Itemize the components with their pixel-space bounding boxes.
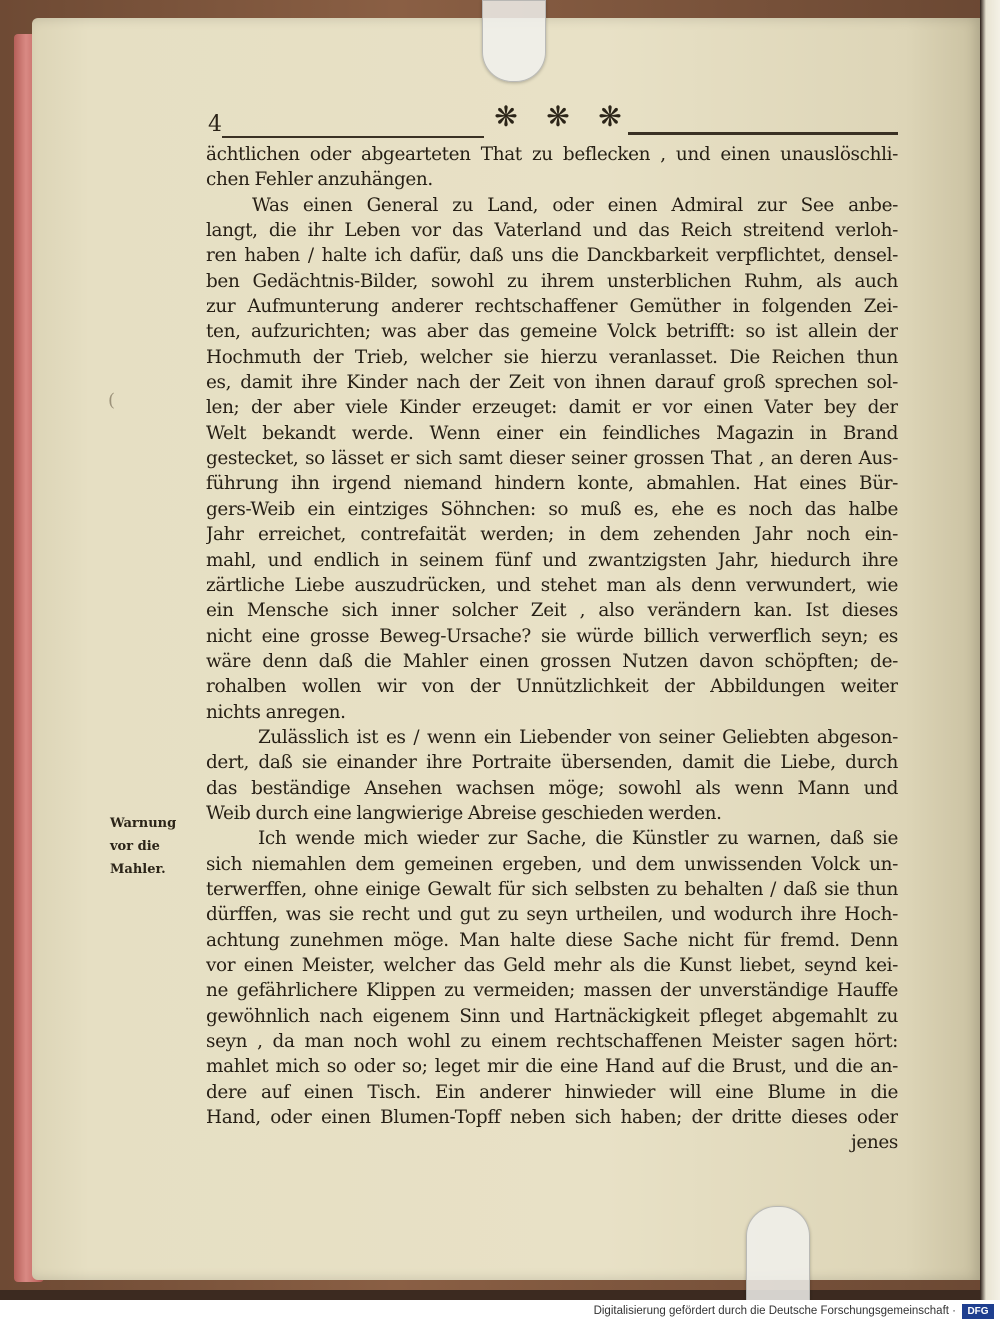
text-line: rohalben wollen wir von der Unnützlichkeit der Abbildungen weiter [206, 676, 898, 698]
text-line: zärtliche Liebe auszudrücken, und stehet man als denn verwundert, wie [206, 574, 898, 596]
body-text [206, 142, 898, 1156]
text-line: Ich wende mich wieder zur Sache, die Künstler zu warnen, daß sie [258, 828, 898, 850]
top-page-clip [482, 0, 546, 82]
ornament-icon: ❋ [598, 100, 622, 133]
text-line: ten, aufzurichten; was aber das gemeine Volck betrifft: so ist allein der [206, 321, 898, 343]
header-rule-right [628, 132, 898, 135]
header-ornaments [488, 100, 628, 133]
text-line: führung ihn irgend niemand hindern konte, abmahlen. Hat eines Bür- [206, 473, 898, 495]
text-line: ren haben / halte ich dafür, daß uns die Danckbarkeit verpflichtet, densel- [206, 245, 898, 267]
text-line: gers-Weib ein eintziges Söhnchen: so muß es, ehe es noch das halbe [206, 498, 898, 520]
text-line: dere auf einen Tisch. Ein anderer hinwieder will eine Blume in die [206, 1081, 898, 1103]
text-line: vor einen Meister, welcher das Geld mehr als die Kunst liebet, seynd kei- [206, 955, 898, 976]
text-line: dürffen, was sie recht und gut zu seyn urtheilen, und wodurch ihre Hoch- [206, 904, 898, 926]
margin-note [110, 812, 200, 881]
text-line: dert, daß sie einander ihre Portraite übersenden, damit die Liebe, durch [206, 752, 898, 774]
text-line: Weib durch eine langwierige Abreise geschieden werden. [206, 802, 722, 824]
text-line: Hochmuth der Trieb, welcher sie hierzu veranlasset. Die Reichen thun [206, 346, 898, 368]
text-line: mahlet mich so oder so; leget mir die eine Hand auf die Brust, und die an- [206, 1056, 898, 1078]
text-line: das beständige Ansehen wachsen möge; sowohl als wenn Mann und [206, 777, 898, 799]
ornament-icon: ❋ [546, 100, 570, 133]
text-line: Was einen General zu Land, oder einen Admiral zur See anbe- [252, 194, 898, 216]
funding-notice: Digitalisierung gefördert durch die Deutsche Forschungsgemeinschaft · [593, 1305, 956, 1317]
text-line: terwerffen, ohne einige Gewalt für sich selbsten zu behalten / daß sie thun [206, 878, 898, 900]
text-line: Welt bekandt werde. Wenn einer ein feindliches Magazin in Brand [206, 422, 898, 444]
text-line: Jahr erreichet, contrefaität werden; in dem zehenden Jahr noch ein- [206, 524, 898, 546]
text-line: nichts anregen. [206, 701, 346, 723]
text-line: Hand, oder einen Blumen-Topff neben sich haben; der dritte dieses oder [206, 1107, 898, 1129]
text-line: wäre denn daß die Mahler einen grossen Nutzen davon schöpften; de- [206, 650, 898, 672]
text-line: achtung zunehmen möge. Man halte diese Sache nicht für fremd. Denn [206, 929, 898, 951]
bottom-page-clip [746, 1206, 810, 1300]
text-line: ben Gedächtnis-Bilder, sowohl zu ihrem unsterblichen Ruhm, als auch [206, 270, 898, 292]
margin-note-line: Mahler. [110, 862, 166, 877]
text-line: gestecket, so lässet er sich samt dieser seiner grossen That , an deren Aus- [206, 448, 898, 470]
text-line: ein Mensche sich inner solcher Zeit , also verändern kan. Ist dieses [206, 600, 898, 622]
facing-page-edge [980, 0, 1000, 1300]
text-line: nicht eine grosse Beweg-Ursache? sie würde billich verwerflich seyn; es [206, 625, 898, 647]
header-rule-left [222, 136, 484, 138]
ornament-icon: ❋ [494, 100, 518, 133]
text-line: langt, die ihr Leben vor das Vaterland und das Reich streitend verloh- [206, 220, 898, 242]
text-line: seyn , da man noch wohl zu einem rechtschaffenen Meister sagen hört: [206, 1031, 898, 1053]
dfg-logo: DFG [962, 1304, 994, 1319]
page-number: 4 [208, 112, 222, 137]
text-line: ächtlichen oder abgearteten That zu beflecken , und einen unauslöschli- [206, 144, 898, 165]
text-line: ne gefährlichere Klippen zu vermeiden; massen der unverständige Hauffe [206, 980, 898, 1002]
text-line: mahl, und endlich in seinem fünf und zwantzigsten Jahr, hiedurch ihre [206, 549, 898, 571]
text-line: sich niemahlen dem gemeinen ergeben, und dem unwissenden Volck un- [206, 853, 898, 875]
text-line: zur Aufmunterung anderer rechtschaffener Gemüther in folgenden Zei- [206, 296, 898, 318]
margin-note-line: Warnung [110, 816, 177, 831]
text-line: len; der aber viele Kinder erzeuget: damit er vor einen Vater bey der [206, 397, 898, 419]
footer-bar [0, 1300, 1000, 1324]
text-line: es, damit ihre Kinder nach der Zeit von ihnen darauf groß sprechen sol- [206, 372, 898, 394]
text-line: Zulässlich ist es / wenn ein Liebender von seiner Geliebten abgeson- [258, 726, 898, 748]
bleed-through-mark: ( [108, 390, 116, 411]
text-line: chen Fehler anzuhängen. [206, 169, 433, 191]
catchword: jenes [850, 1132, 898, 1154]
text-line: gewöhnlich nach eigenem Sinn und Hartnäckigkeit pfleget abgemahlt zu [206, 1005, 898, 1027]
margin-note-line: vor die [110, 839, 160, 854]
